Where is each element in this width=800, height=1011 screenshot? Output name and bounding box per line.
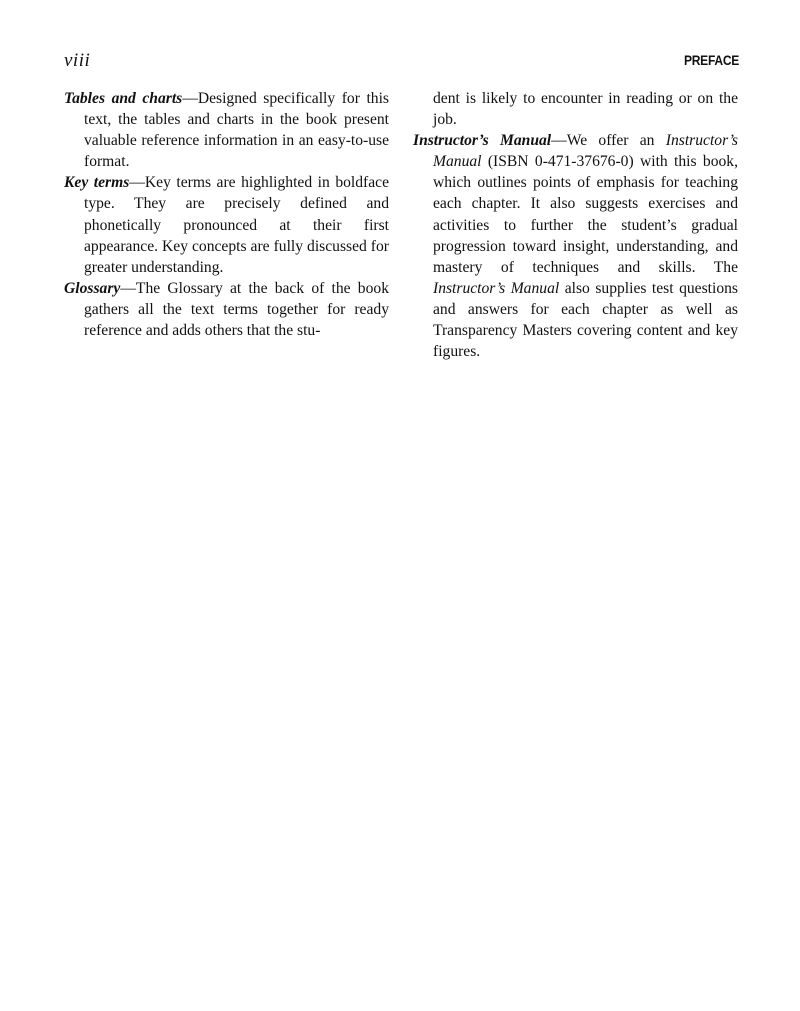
page-number: viii bbox=[64, 50, 91, 71]
list-item-glossary bbox=[64, 278, 389, 341]
manual-text-3: also supplies test questions and answers for each chapter as well as Transparency Masters covering content and key figures. bbox=[433, 279, 738, 361]
left-column bbox=[64, 88, 389, 341]
term-glossary: Glossary bbox=[64, 279, 121, 297]
list-item-tables-and-charts bbox=[64, 88, 389, 172]
definition-tables-and-charts: —Designed specifically for this text, the tables and charts in the book present valuable reference information in an easy-to-use format. bbox=[84, 90, 389, 171]
definition-key-terms: —Key terms are highlighted in boldface type. They are precisely defined and phonetically pronounced at their first appearance. Key concepts are fully discussed for greater understanding. bbox=[84, 174, 389, 276]
list-item-instructors-manual bbox=[413, 130, 738, 362]
right-column bbox=[413, 88, 738, 362]
term-instructors-manual: Instructor’s Manual bbox=[413, 132, 552, 150]
definition-glossary: —The Glossary at the back of the book gathers all the text terms together for ready reference and adds others that the stu- bbox=[84, 279, 389, 340]
manual-text-2: (ISBN 0-471-37676-0) with this book, which outlines points of emphasis for teaching each chapter. It also suggests exercises and activities to further the student’s gradual progression toward insight, understanding, and mastery of techniques and skills. The bbox=[433, 153, 738, 276]
glossary-continuation: dent is likely to encounter in reading or on the job. bbox=[433, 90, 738, 129]
running-head: PREFACE bbox=[683, 52, 739, 68]
list-item-key-terms bbox=[64, 172, 389, 277]
term-tables-and-charts: Tables and charts bbox=[64, 90, 183, 107]
manual-title-2: Instructor’s Manual bbox=[433, 279, 560, 297]
term-key-terms: Key terms bbox=[64, 174, 130, 192]
manual-title-1: Instructor’s Manual bbox=[433, 132, 738, 171]
manual-text-1: —We offer an bbox=[551, 132, 666, 150]
